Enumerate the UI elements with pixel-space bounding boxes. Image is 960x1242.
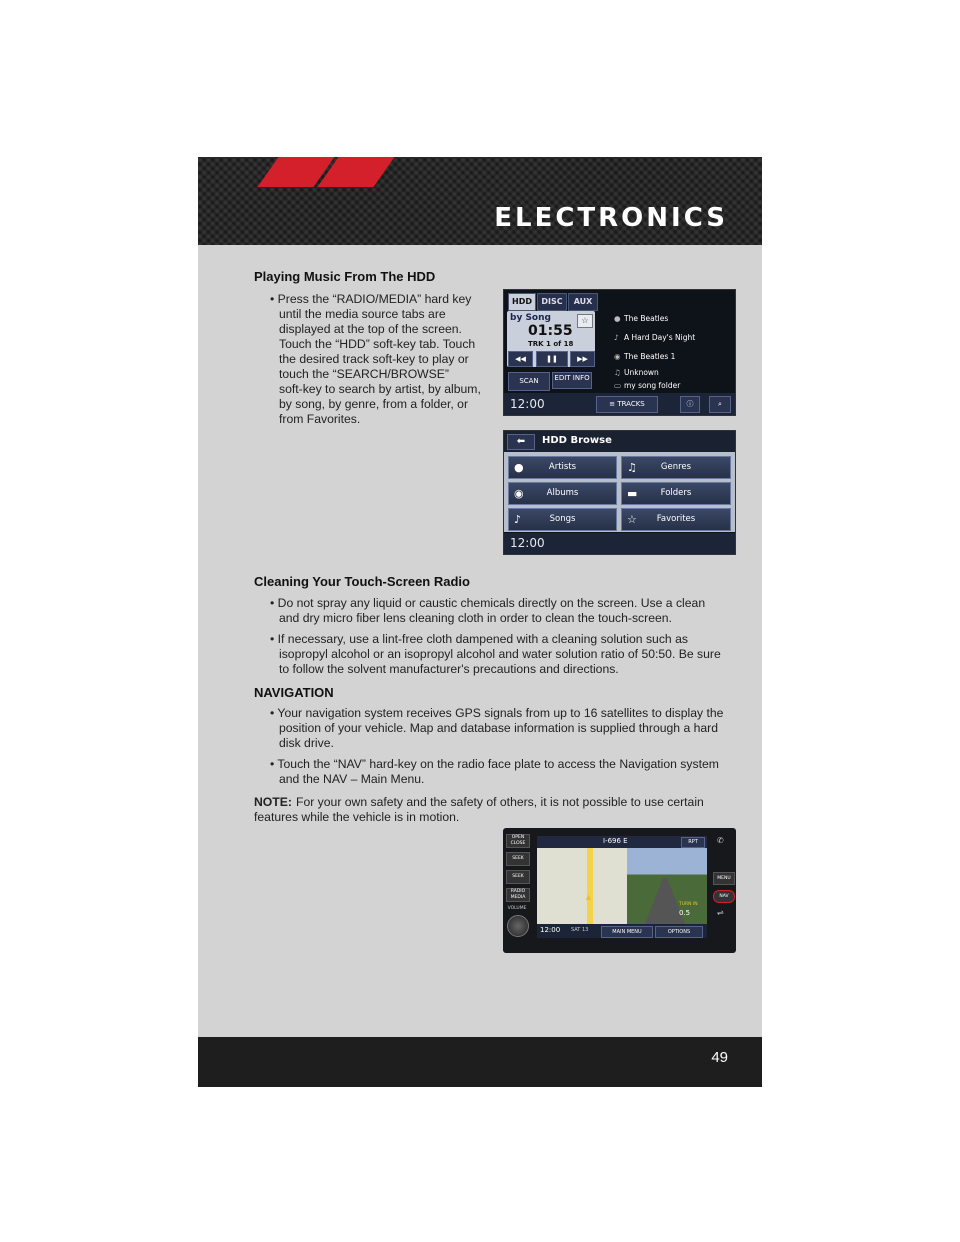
cleaning-bullet-line: • If necessary, use a lint-free cloth dampened with a cleaning solution such as [270, 632, 688, 646]
back-button[interactable] [507, 434, 535, 450]
cleaning-bullet-line: and dry micro fiber lens cleaning cloth in order to clean the touch-screen. [279, 611, 672, 625]
radio-faceplate-photo [503, 828, 736, 953]
open-close-key[interactable]: OPEN CLOSE [506, 834, 530, 848]
tab-aux[interactable]: AUX [568, 293, 598, 311]
note-label: NOTE: [254, 795, 292, 809]
search-browse-button[interactable] [709, 396, 731, 413]
seek-up-key[interactable]: SEEK [506, 852, 530, 866]
nav-bullet-line: • Touch the “NAV” hard-key on the radio face plate to access the Navigation system [270, 757, 719, 771]
browse-title-bar [504, 431, 735, 452]
hdd-bullet-line: • Press the “RADIO/MEDIA” hard key [270, 292, 472, 306]
track-row-song[interactable]: ♪ A Hard Day's Night [614, 333, 696, 342]
back-arrow-icon: ⬅ [516, 436, 526, 447]
favorites-button[interactable]: ☆ Favorites [621, 508, 731, 531]
hdd-bullet-line: touch the “SEARCH/BROWSE” [279, 367, 449, 381]
radio-media-key[interactable]: RADIO MEDIA [506, 888, 530, 902]
favorites-icon: ☆ [627, 513, 637, 526]
track-row-genre[interactable]: ♫ Unknown [614, 368, 659, 377]
hdd-bullet-line: from Favorites. [279, 412, 361, 426]
fast-forward-button[interactable]: ▶▶ [570, 351, 595, 367]
nav-clock: 12:00 [540, 926, 561, 934]
hdd-browse-screenshot [503, 430, 736, 555]
map-view [537, 848, 627, 924]
track-row-artist[interactable]: ● The Beatles [614, 314, 669, 323]
cleaning-bullet-line: to follow the solvent manufacturer's precautions and directions. [279, 662, 619, 676]
nav-bullet-line: disk drive. [279, 736, 334, 750]
hdd-bullet-line: Touch the “HDD” soft-key tab. Touch [279, 337, 476, 351]
manual-page [198, 157, 762, 1087]
guitar-icon: ♫ [627, 461, 637, 474]
nav-key[interactable]: NAV [713, 890, 735, 903]
disc-icon: ◉ [514, 487, 524, 500]
main-menu-button[interactable]: MAIN MENU [601, 926, 653, 938]
tracks-button[interactable]: ≡ TRACKS [596, 396, 658, 413]
tab-hdd[interactable]: HDD [508, 293, 536, 311]
scan-button[interactable]: SCAN [508, 372, 550, 391]
page-number: 49 [711, 1049, 728, 1066]
turn-in-label: TURN IN [679, 902, 698, 907]
hdd-bullet-line: by song, by genre, from a folder, or [279, 397, 469, 411]
navigation-heading: NAVIGATION [254, 685, 334, 700]
menu-key[interactable]: MENU [713, 872, 735, 885]
seek-down-key[interactable]: SEEK [506, 870, 530, 884]
repeat-button[interactable]: RPT [681, 837, 705, 848]
genre-icon: ♫ [614, 368, 621, 377]
satellite-count: SAT 13 [571, 927, 589, 933]
folders-button[interactable]: ▬ Folders [621, 482, 731, 505]
artists-button[interactable]: ● Artists [508, 456, 617, 479]
map-road [587, 848, 593, 924]
hdd-player-screenshot [503, 289, 736, 416]
songs-button[interactable]: ♪ Songs [508, 508, 617, 531]
track-row-folder[interactable]: ▭ my song folder [614, 381, 681, 390]
browse-title: HDD Browse [542, 435, 612, 446]
nav-bullet-line: position of your vehicle. Map and database information is supplied through a hard [279, 721, 719, 735]
hdd-bullet-line: soft-key to search by artist, by album, [279, 382, 481, 396]
options-button[interactable]: OPTIONS [655, 926, 703, 938]
note-line: For your own safety and the safety of others, it is not possible to use certain [296, 795, 704, 809]
info-button[interactable] [680, 396, 700, 413]
pause-button[interactable]: ❚❚ [536, 351, 568, 367]
browse-mode-label: by Song [510, 313, 551, 323]
phone-icon[interactable]: ✆ [717, 836, 724, 845]
road-name: I-696 E [603, 837, 628, 845]
hdd-bullet-line: until the media source tabs are [279, 307, 446, 321]
genres-button[interactable]: ♫ Genres [621, 456, 731, 479]
search-icon: ⌕ [718, 400, 722, 408]
page-footer [198, 1037, 762, 1087]
track-row-album[interactable]: ◉ The Beatles 1 [614, 352, 676, 361]
usb-icon: ⇌ [717, 908, 724, 917]
artist-icon: ● [614, 314, 621, 323]
vehicle-position-icon: ▲ [584, 892, 593, 902]
nav-display [537, 836, 707, 938]
folder-icon: ▭ [614, 381, 622, 390]
clock: 12:00 [510, 397, 545, 411]
volume-knob[interactable] [507, 915, 529, 937]
nav-bullet-line: and the NAV – Main Menu. [279, 772, 425, 786]
folder-icon: ▬ [627, 487, 638, 500]
albums-button[interactable]: ◉ Albums [508, 482, 617, 505]
favorites-icon[interactable]: ☆ [577, 314, 593, 328]
track-counter: TRK 1 of 18 [528, 340, 574, 348]
nav-bullet-line: • Your navigation system receives GPS signals from up to 16 satellites to display the [270, 706, 724, 720]
clock: 12:00 [510, 536, 545, 550]
list-icon: ≡ [609, 400, 618, 408]
hdd-heading: Playing Music From The HDD [254, 269, 436, 284]
cleaning-bullet-line: • Do not spray any liquid or caustic chemicals directly on the screen. Use a clean [270, 596, 706, 610]
cleaning-heading: Cleaning Your Touch-Screen Radio [254, 574, 470, 589]
note-line: features while the vehicle is in motion. [254, 810, 460, 824]
info-icon: ⓘ [686, 400, 694, 408]
artist-icon: ● [514, 461, 524, 474]
tab-disc[interactable]: DISC [537, 293, 567, 311]
album-icon: ◉ [614, 352, 621, 361]
elapsed-time: 01:55 [528, 323, 573, 339]
turn-in-distance: 0.5 [679, 909, 691, 917]
hdd-bullet-line: displayed at the top of the screen. [279, 322, 462, 336]
section-header [198, 157, 762, 245]
hdd-bullet-line: the desired track soft-key to play or [279, 352, 469, 366]
volume-label: VOLUME [507, 906, 527, 911]
rewind-button[interactable]: ◀◀ [508, 351, 533, 367]
song-icon: ♪ [614, 333, 619, 342]
cleaning-bullet-line: isopropyl alcohol or an isopropyl alcohol and water solution ratio of 50:50. Be sure [279, 647, 721, 661]
edit-info-button[interactable]: EDIT INFO [552, 372, 592, 389]
note-icon: ♪ [514, 513, 522, 526]
section-title: ELECTRONICS [494, 203, 728, 233]
